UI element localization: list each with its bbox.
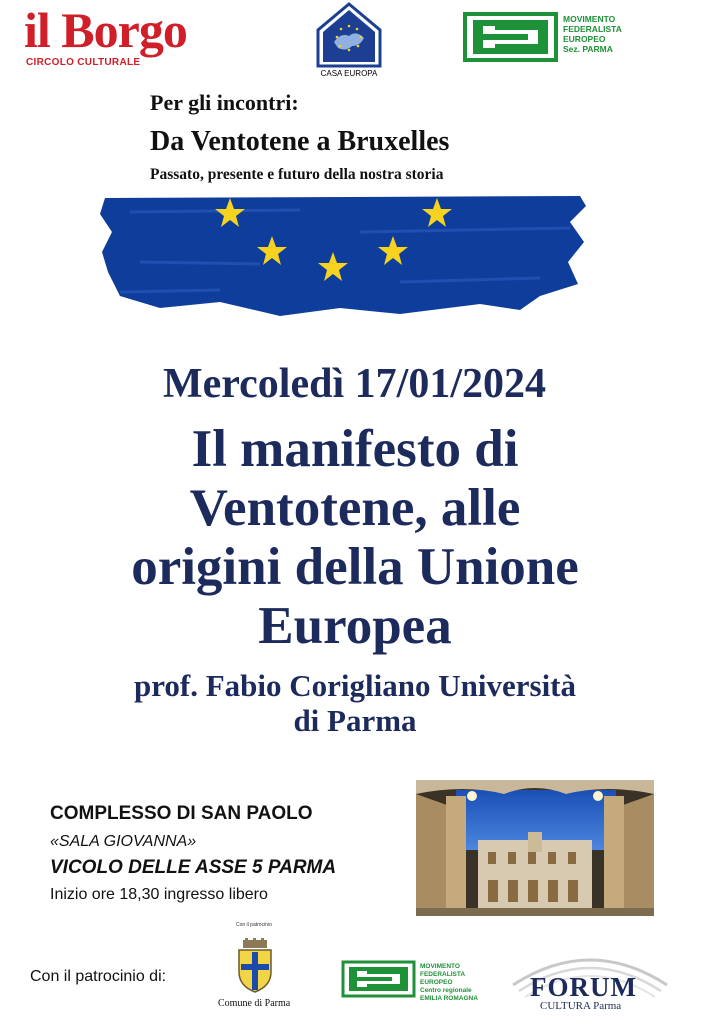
mfe2-line: Centro regionale <box>420 987 472 994</box>
patronage-label: Con il patrocinio di: <box>30 968 167 985</box>
borgo-logo-subtitle: CIRCOLO CULTURALE <box>26 57 141 68</box>
speaker-line: prof. Fabio Corigliano Università <box>133 668 577 703</box>
casa-europa-logo <box>316 2 382 68</box>
comune-small-label: Con il patrocinio <box>236 922 272 928</box>
mfe-logo <box>463 12 558 62</box>
eu-flag-banner <box>100 192 586 320</box>
mfe-line: Sez. PARMA <box>563 44 613 54</box>
mfe-regional-logo <box>341 960 416 998</box>
mfe-line: FEDERALISTA <box>563 24 622 34</box>
mfe2-line: EMILIA ROMAGNA <box>420 995 478 1002</box>
borgo-logo-title: il Borgo <box>24 2 187 58</box>
venue-address: VICOLO DELLE ASSE 5 PARMA <box>50 857 337 878</box>
mfe2-line: FEDERALISTA <box>420 971 466 978</box>
series-subtitle: Passato, presente e futuro della nostra storia <box>150 166 444 183</box>
cloister-photo <box>416 780 654 916</box>
event-speaker <box>20 668 690 738</box>
event-title-line: Il manifesto di <box>191 420 519 478</box>
mfe-line: MOVIMENTO <box>563 14 616 24</box>
comune-name: Comune di Parma <box>218 998 291 1009</box>
event-title <box>20 420 690 656</box>
series-title: Da Ventotene a Bruxelles <box>150 126 450 157</box>
speaker-line: di Parma <box>293 703 417 738</box>
event-title-line: Europea <box>258 597 452 655</box>
event-date: Mercoledì 17/01/2024 <box>163 361 546 407</box>
forum-title: FORUM <box>530 972 637 1002</box>
event-title-line: Ventotene, alle <box>189 479 521 537</box>
mfe-line: EUROPEO <box>563 34 606 44</box>
mfe-logo-text <box>563 14 622 54</box>
mfe2-line: MOVIMENTO <box>420 963 460 970</box>
casa-europa-label: CASA EUROPA <box>320 69 378 78</box>
venue-name: COMPLESSO DI SAN PAOLO <box>50 803 313 824</box>
intro-heading: Per gli incontri: <box>150 90 299 115</box>
event-title-line: origini della Unione <box>131 538 579 596</box>
mfe-regional-text <box>420 963 478 1003</box>
venue-room: «SALA GIOVANNA» <box>50 833 197 850</box>
venue-time: Inizio ore 18,30 ingresso libero <box>50 886 268 903</box>
forum-subtitle: CULTURA Parma <box>540 1000 622 1012</box>
mfe2-line: EUROPEO <box>420 979 453 986</box>
comune-parma-crest-icon <box>235 938 275 994</box>
